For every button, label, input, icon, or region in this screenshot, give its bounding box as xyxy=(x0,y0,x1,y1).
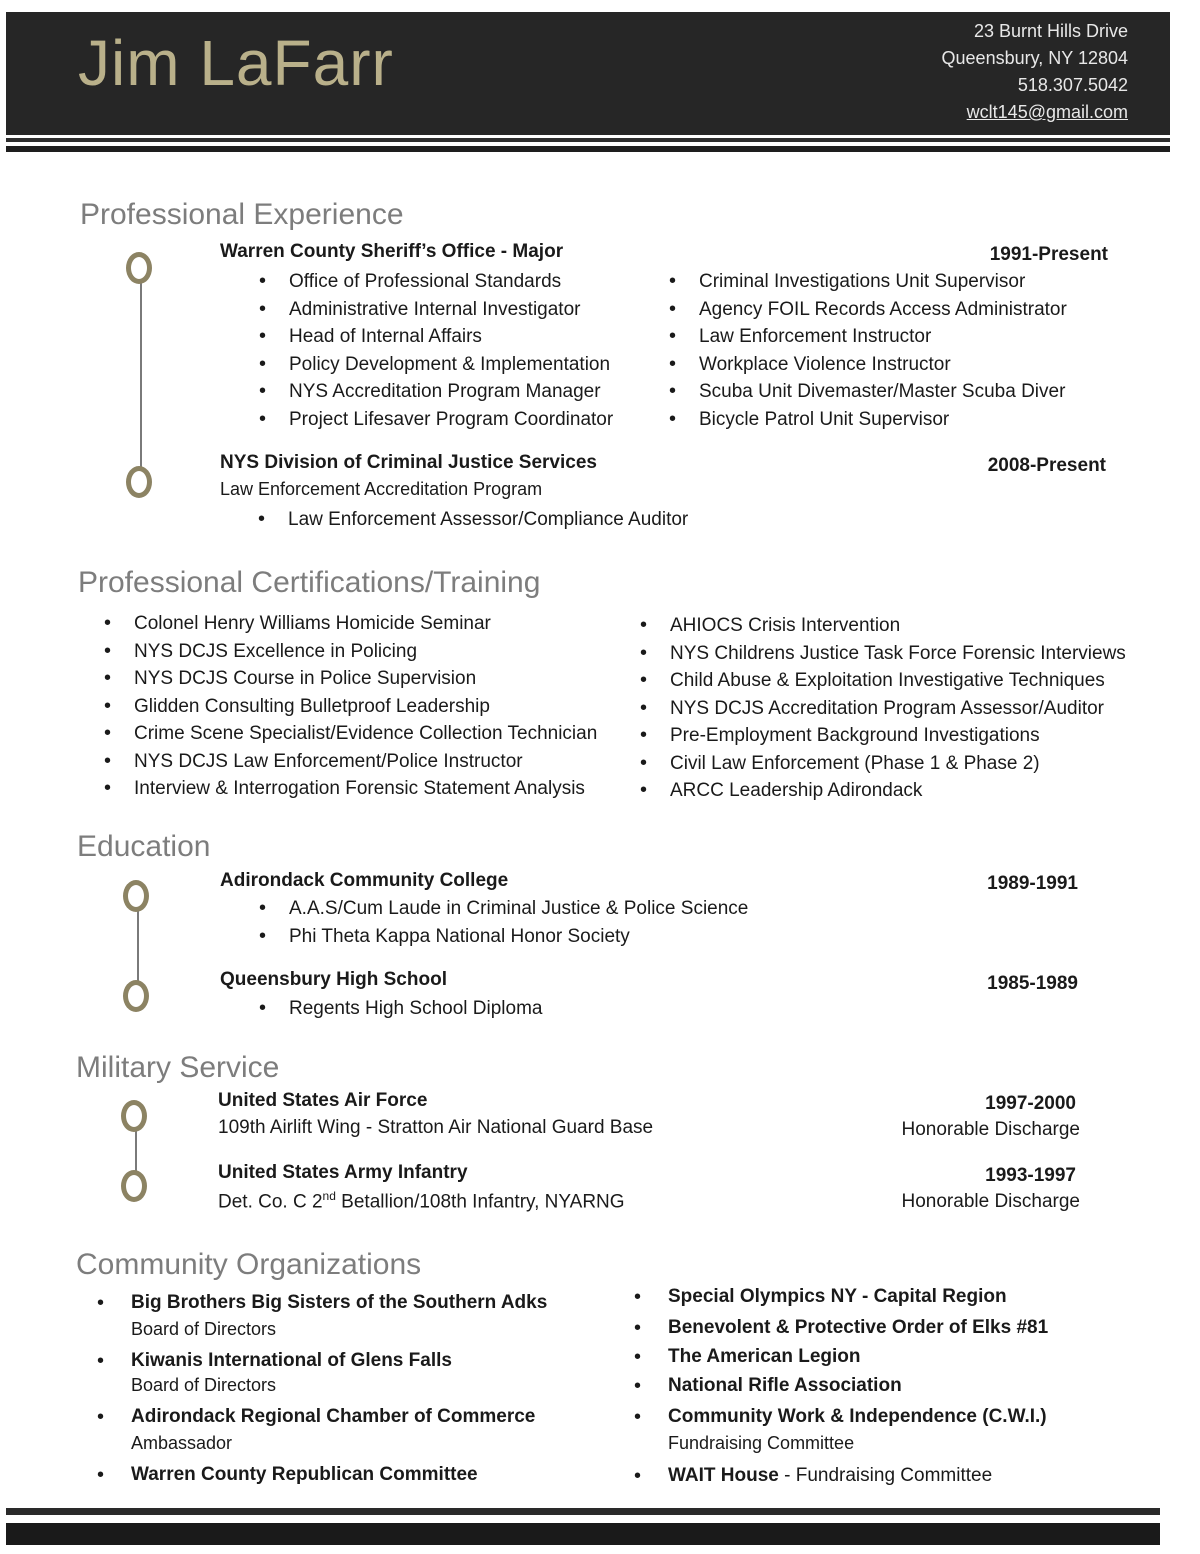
military-branch: United States Air Force xyxy=(218,1090,428,1111)
section-title-military: Military Service xyxy=(76,1051,280,1084)
list-item: • AHIOCS Crisis Intervention xyxy=(670,612,1126,640)
timeline-marker xyxy=(126,466,152,498)
school-name: Queensbury High School xyxy=(220,969,447,990)
military-dates: 1993-1997 xyxy=(985,1165,1076,1186)
bullet: • xyxy=(634,1406,642,1428)
section-title-community: Community Organizations xyxy=(76,1248,422,1281)
community-org: Kiwanis International of Glens Falls xyxy=(131,1350,452,1371)
bullet: • xyxy=(634,1465,642,1487)
list-item: • Policy Development & Implementation xyxy=(289,351,613,379)
bullet: • xyxy=(97,1350,105,1372)
bullet: • xyxy=(634,1375,642,1397)
list-item: • NYS Accreditation Program Manager xyxy=(289,378,613,406)
school-dates: 1985-1989 xyxy=(987,973,1078,994)
list-item: • A.A.S/Cum Laude in Criminal Justice & Police Science xyxy=(289,895,748,923)
community-org: The American Legion xyxy=(668,1346,861,1367)
community-org: Warren County Republican Committee xyxy=(131,1464,478,1485)
community-org: National Rifle Association xyxy=(668,1375,902,1396)
list-item: • Phi Theta Kappa National Honor Society xyxy=(289,923,748,951)
bullet: • xyxy=(97,1464,105,1486)
list-item: • Bicycle Patrol Unit Supervisor xyxy=(699,406,1067,434)
certifications-right xyxy=(670,612,1126,805)
list-item: • NYS DCJS Accreditation Program Assessor/Auditor xyxy=(670,695,1126,723)
list-item: • Office of Professional Standards xyxy=(289,268,613,296)
phone: 518.307.5042 xyxy=(1017,75,1128,95)
list-item: • Head of Internal Affairs xyxy=(289,323,613,351)
timeline-line xyxy=(137,900,139,990)
bullet: • xyxy=(634,1317,642,1339)
school-name: Adirondack Community College xyxy=(220,870,509,891)
address-line-2: Queensbury, NY 12804 xyxy=(941,48,1128,68)
list-item: • Colonel Henry Williams Homicide Seminar xyxy=(134,610,597,638)
bullet: • xyxy=(97,1292,105,1314)
community-role: Fundraising Committee xyxy=(668,1433,855,1453)
footer-rule-thick xyxy=(6,1523,1160,1545)
list-item: • Law Enforcement Assessor/Compliance Auditor xyxy=(288,506,688,534)
list-item: • Pre-Employment Background Investigations xyxy=(670,722,1126,750)
school-details xyxy=(289,895,748,950)
address-line-1: 23 Burnt Hills Drive xyxy=(973,21,1128,41)
list-item: • Glidden Consulting Bulletproof Leadership xyxy=(134,693,597,721)
military-unit: Det. Co. C 2nd Betallion/108th Infantry, NYARNG xyxy=(218,1189,625,1213)
community-org: Adirondack Regional Chamber of Commerce xyxy=(131,1406,536,1427)
bullet: • xyxy=(634,1346,642,1368)
list-item: • Administrative Internal Investigator xyxy=(289,296,613,324)
list-item: • Scuba Unit Divemaster/Master Scuba Diver xyxy=(699,378,1067,406)
job-subtitle: Law Enforcement Accreditation Program xyxy=(220,479,543,499)
section-title-experience: Professional Experience xyxy=(80,198,404,231)
community-role: Board of Directors xyxy=(131,1319,277,1339)
list-item: • NYS DCJS Law Enforcement/Police Instructor xyxy=(134,748,597,776)
community-role: Ambassador xyxy=(131,1433,233,1453)
job-title: Warren County Sheriff’s Office - Major xyxy=(220,241,564,262)
list-item: • Regents High School Diploma xyxy=(289,995,542,1023)
list-item: • NYS Childrens Justice Task Force Forensic Interviews xyxy=(670,640,1126,668)
timeline-marker xyxy=(121,1100,147,1132)
email-link[interactable]: wclt145@gmail.com xyxy=(966,102,1128,122)
military-unit: 109th Airlift Wing - Stratton Air National Guard Base xyxy=(218,1117,654,1138)
school-details xyxy=(289,995,542,1023)
bullet: • xyxy=(634,1286,642,1308)
list-item: • Workplace Violence Instructor xyxy=(699,351,1067,379)
job-duties-right xyxy=(699,268,1067,433)
community-org: WAIT House - Fundraising Committee xyxy=(668,1465,993,1486)
timeline-marker xyxy=(123,880,149,912)
list-item: • Crime Scene Specialist/Evidence Collection Technician xyxy=(134,720,597,748)
section-title-certifications: Professional Certifications/Training xyxy=(78,566,541,599)
community-org: Special Olympics NY - Capital Region xyxy=(668,1286,1007,1307)
timeline-marker xyxy=(123,980,149,1012)
military-discharge: Honorable Discharge xyxy=(901,1191,1080,1212)
list-item: • NYS DCJS Excellence in Policing xyxy=(134,638,597,666)
list-item: • Criminal Investigations Unit Supervisor xyxy=(699,268,1067,296)
list-item: • Child Abuse & Exploitation Investigative Techniques xyxy=(670,667,1126,695)
community-role: Board of Directors xyxy=(131,1375,277,1395)
job-duties xyxy=(288,506,688,534)
job-title: NYS Division of Criminal Justice Services xyxy=(220,452,597,473)
certifications-left xyxy=(134,610,597,803)
list-item: • NYS DCJS Course in Police Supervision xyxy=(134,665,597,693)
section-title-education: Education xyxy=(77,830,211,863)
contact-block xyxy=(942,18,1128,126)
timeline-marker xyxy=(126,252,152,284)
list-item: • Project Lifesaver Program Coordinator xyxy=(289,406,613,434)
timeline-marker xyxy=(121,1170,147,1202)
community-org: Benevolent & Protective Order of Elks #81 xyxy=(668,1317,1049,1338)
header-rule-thick xyxy=(6,146,1170,152)
list-item: • Civil Law Enforcement (Phase 1 & Phase 2) xyxy=(670,750,1126,778)
military-branch: United States Army Infantry xyxy=(218,1162,468,1183)
job-dates: 2008-Present xyxy=(987,455,1106,476)
timeline-line xyxy=(140,272,142,472)
community-org: Community Work & Independence (C.W.I.) xyxy=(668,1406,1047,1427)
job-dates: 1991-Present xyxy=(989,244,1108,265)
footer-rule-thin xyxy=(6,1508,1160,1515)
community-org: Big Brothers Big Sisters of the Southern Adks xyxy=(131,1292,548,1313)
resume-name: Jim LaFarr xyxy=(78,27,394,99)
military-dates: 1997-2000 xyxy=(985,1093,1076,1114)
school-dates: 1989-1991 xyxy=(987,873,1078,894)
military-discharge: Honorable Discharge xyxy=(901,1119,1080,1140)
bullet: • xyxy=(97,1406,105,1428)
list-item: • ARCC Leadership Adirondack xyxy=(670,777,1126,805)
list-item: • Agency FOIL Records Access Administrator xyxy=(699,296,1067,324)
list-item: • Law Enforcement Instructor xyxy=(699,323,1067,351)
header-rule-thin xyxy=(6,138,1170,142)
list-item: • Interview & Interrogation Forensic Statement Analysis xyxy=(134,775,597,803)
job-duties-left xyxy=(289,268,613,433)
